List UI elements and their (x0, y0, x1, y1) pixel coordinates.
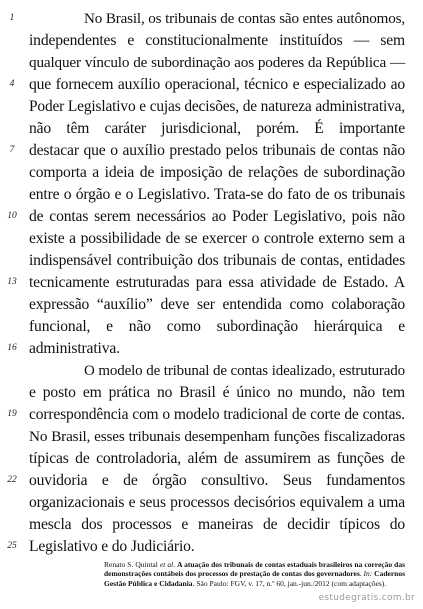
text-line: típicas de controladoria, além de assumirem as funções de (29, 450, 405, 467)
line-number: 10 (7, 211, 17, 221)
citation-details: . São Paulo: FGV, v. 17, n.º 60, jan.-jun./2012 (com adaptações). (192, 578, 387, 588)
text-line: funcional, e não como subordinação hierárquica e (29, 318, 405, 335)
text-line: ouvidoria e de órgão consultivo. Seus fundamentos (29, 472, 405, 489)
text-line: de contas serem necessários ao Poder Legislativo, pois não (29, 208, 405, 225)
line-number: 22 (7, 475, 17, 485)
text-line: Poder Legislativo e cujas decisões, de natureza administrativa, (29, 98, 405, 115)
citation-title: A atuação dos tribunais de contas estaduais brasileiros na correção das demonstrações contábeis dos processos de prestação de contas dos governadores (104, 560, 405, 579)
text-line: mescla dos processos e maneiras de decidir típicos do (29, 516, 405, 533)
text-line: Legislativo e do Judiciário. (29, 538, 195, 555)
text-line: entre o órgão e o Legislativo. Trata-se do fato de os tribunais (29, 186, 405, 203)
text-line: O modelo de tribunal de contas idealizado, estruturado (84, 363, 405, 379)
text-line: independentes e constitucionalmente instituídos — sem (29, 32, 405, 49)
text-line: que fornecem auxílio operacional, técnico e especializado ao (29, 76, 405, 93)
text-line: indispensável contribuição dos tribunais de contas, entidades (29, 252, 405, 269)
site-watermark: estudegratis.com.br (318, 593, 415, 603)
line-number: 13 (7, 277, 17, 287)
citation-separator: . (359, 569, 364, 579)
text-line: não têm caráter jurisdicional, porém. É importante (29, 120, 405, 137)
line-number: 7 (9, 145, 15, 155)
text-line: expressão “auxílio” deve ser entendida como colaboração (29, 296, 405, 313)
text-line: e posto em prática no Brasil é único no mundo, não tem (29, 384, 405, 401)
text-line: tecnicamente estruturadas para essa atividade de Estado. A (29, 274, 405, 291)
text-line: comporta a ideia de imposição de relações de subordinação (29, 164, 405, 181)
citation-et-al: et al (159, 560, 174, 569)
line-number: 4 (9, 79, 15, 89)
text-line: administrativa. (29, 340, 120, 357)
line-number: 16 (7, 343, 17, 353)
text-line: existe a possibilidade de se exercer o controle externo sem a (29, 230, 405, 247)
text-line: destacar que o auxílio prestado pelos tribunais de contas não (29, 142, 405, 159)
line-number: 25 (7, 541, 17, 551)
citation-author: Renato S. Quintal (104, 560, 160, 569)
line-number: 19 (7, 409, 17, 419)
text-line: correspondência com o modelo tradicional de corte de contas. (29, 406, 405, 423)
citation-journal: Cadernos Gestão Pública e Cidadania (104, 569, 405, 588)
text-line: qualquer vínculo de subordinação aos poderes da República — (29, 54, 405, 71)
text-line: No Brasil, os tribunais de contas são entes autônomos, (84, 11, 405, 27)
text-line: organizacionais e seus processos decisórios equivalem a uma (29, 494, 405, 511)
line-number: 1 (9, 13, 15, 23)
citation-in-label: In: (363, 569, 373, 579)
source-citation (104, 560, 405, 588)
text-line: No Brasil, esses tribunais desempenham funções fiscalizadoras (29, 428, 405, 445)
citation-separator: . (173, 560, 178, 569)
